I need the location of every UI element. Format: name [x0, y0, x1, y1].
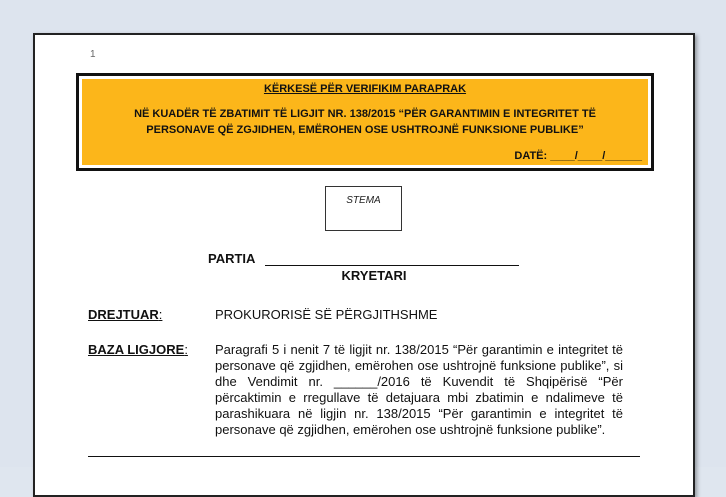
- emblem-placeholder: STEMA: [325, 186, 402, 231]
- request-subtitle: [92, 106, 638, 138]
- request-title: KËRKESË PËR VERIFIKIM PARAPRAK: [263, 83, 467, 95]
- subtitle-line-2: PERSONAVE QË ZGJIDHEN, EMËROHEN OSE USHTROJNË FUNKSIONE PUBLIKE”: [146, 124, 584, 136]
- legal-basis-label-text: BAZA LIGJORE: [88, 342, 185, 357]
- section-divider: [88, 456, 640, 457]
- legal-basis-colon: :: [184, 342, 188, 357]
- addressed-label: [88, 307, 162, 322]
- date-field: DATË: ____/____/______: [514, 150, 642, 162]
- page-number: 1: [90, 49, 96, 60]
- addressed-colon: :: [158, 307, 163, 322]
- header-box: [76, 73, 654, 171]
- party-label: PARTIA: [208, 251, 256, 266]
- document-page[interactable]: [33, 33, 695, 497]
- legal-basis-text: Paragrafi 5 i nenit 7 të ligjit nr. 138/2015 “Për garantimin e integritet të personave që zgjidhen, emërohen ose ushtrojnë funksione publike”, si dhe Vendimit nr. ______/2016 të Kuvendit të Shqipërisë “Për përcaktimin e rregullave të detajuara mbi zbatimin e ndalimeve të parashikuara në ligjin nr. 138/2015 “Për garantimin e integritet të personave që zgjidhen, emërohen ose ushtrojnë funksione publike”.: [215, 342, 623, 437]
- addressed-value: PROKURORISË SË PËRGJITHSHME: [215, 307, 438, 322]
- addressed-label-text: DREJTUAR: [88, 307, 159, 322]
- subtitle-line-1: NË KUADËR TË ZBATIMIT TË LIGJIT NR. 138/2015 “PËR GARANTIMIN E INTEGRITET TË: [134, 108, 596, 120]
- header-highlight: [82, 79, 648, 165]
- legal-basis-label: [88, 342, 188, 357]
- chairman-label: KRYETARI: [341, 268, 407, 283]
- party-name-line: [265, 265, 519, 266]
